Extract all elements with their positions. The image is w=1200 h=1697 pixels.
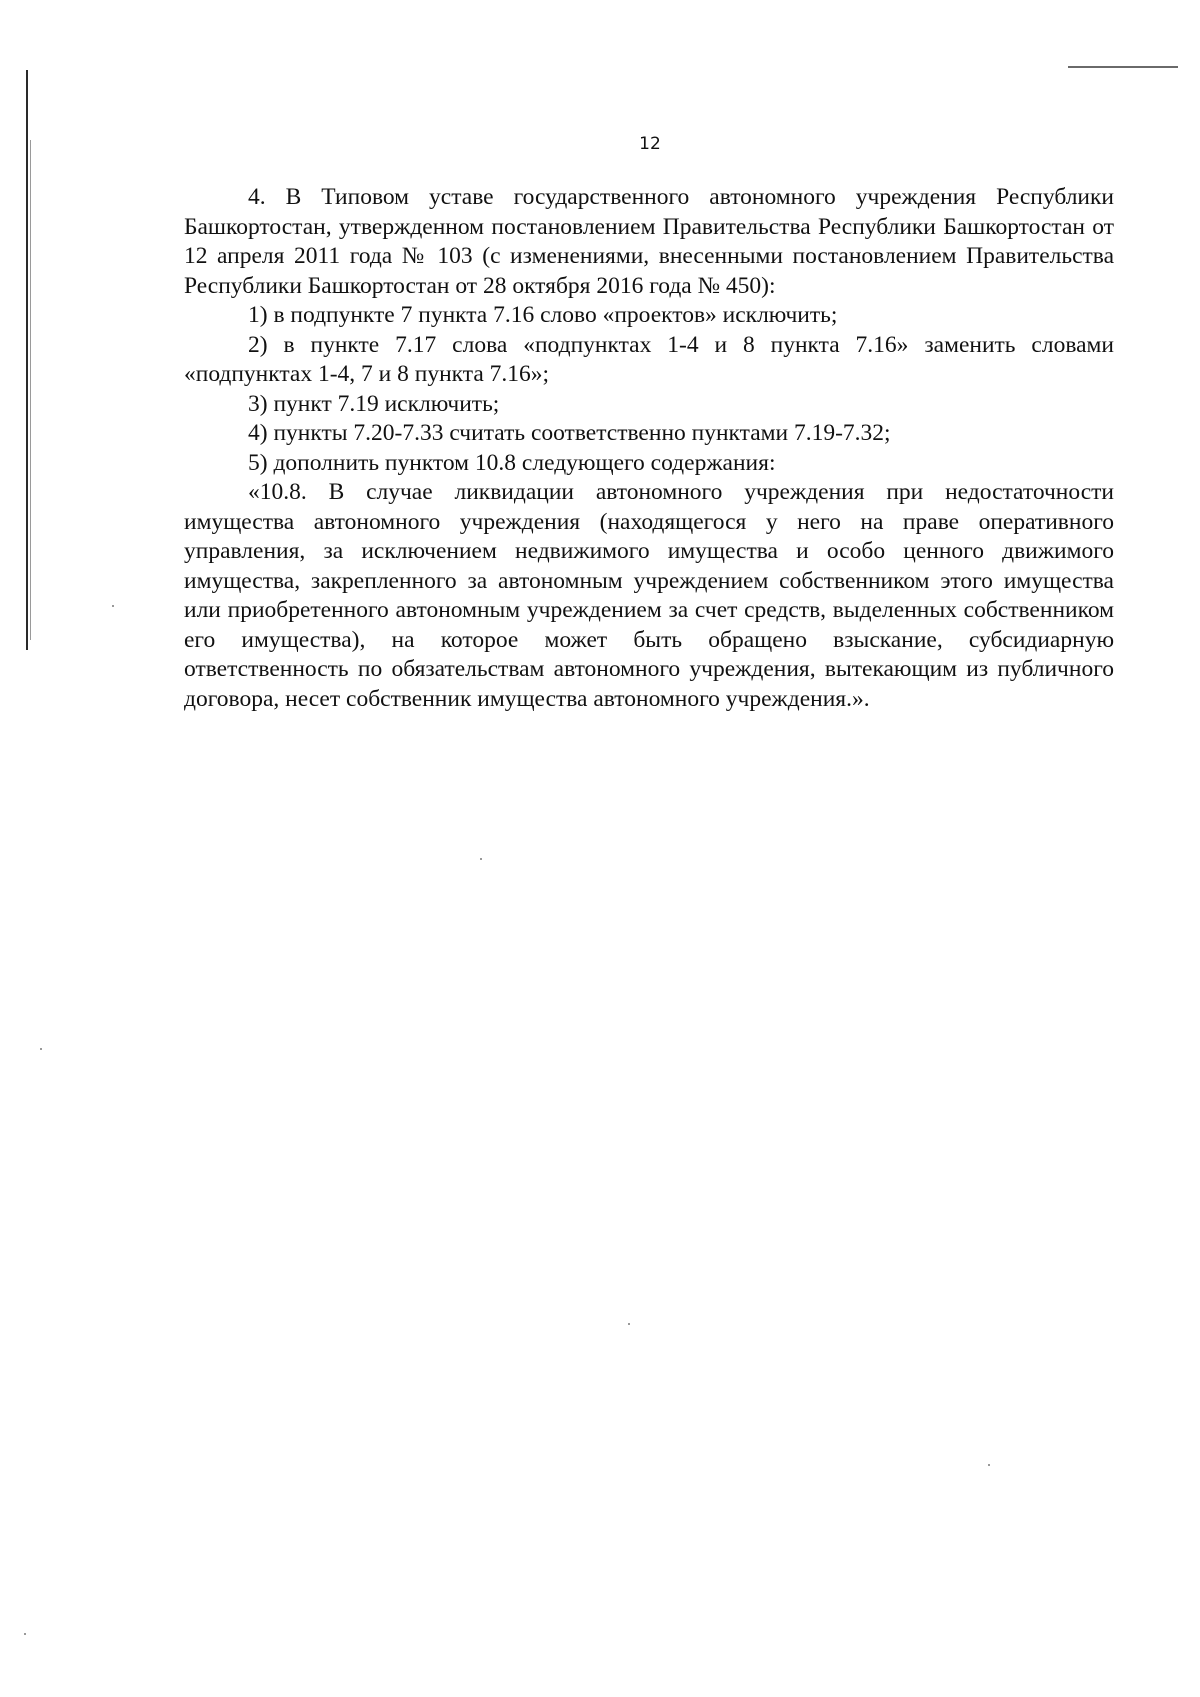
list-item-1: 1) в подпункте 7 пункта 7.16 слово «проектов» исключить;	[248, 302, 838, 328]
list-item-2: 2) в пункте 7.17 слова «подпунктах 1-4 и 8 пункта 7.16» заменить словами «подпунктах 1-4, 7 и 8 пункта 7.16»;	[184, 331, 1114, 387]
scan-edge-mark	[26, 70, 28, 650]
scan-speck	[40, 1048, 42, 1050]
scan-edge-mark-light	[30, 140, 31, 640]
scan-speck	[24, 1633, 26, 1635]
quoted-clause-10-8: «10.8. В случае ликвидации автономного учреждения при недостаточности имущества автономного учреждения (находящегося у него на праве оперативного управления, за исключением недвижимого имущества и особо ценного движимого имущества, закрепленного за автономным учреждением собственником этого имущества или приобретенного автономным учреждением за счет средств, выделенных собственником его имущества), на которое может быть обращено взыскание, субсидиарную ответственность по обязательствам автономного учреждения, вытекающим из публичного договора, несет собственник имущества автономного учреждения.».	[184, 479, 1114, 712]
scan-speck	[628, 1323, 630, 1325]
document-body	[184, 183, 1114, 714]
list-item-5: 5) дополнить пунктом 10.8 следующего содержания:	[248, 449, 776, 476]
list-item-3: 3) пункт 7.19 исключить;	[248, 390, 500, 417]
scan-speck	[480, 858, 482, 860]
list-item-4: 4) пункты 7.20-7.33 считать соответственно пунктами 7.19-7.32;	[248, 420, 891, 446]
scan-speck	[988, 1464, 990, 1466]
paragraph-intro: 4. В Типовом уставе государственного автономного учреждения Республики Башкортостан, утвержденном постановлением Правительства Республики Башкортостан от 12 апреля 2011 года № 103 (с изменениями, внесенными постановлением Правительства Республики Башкортостан от 28 октября 2016 года № 450):	[184, 184, 1114, 299]
scan-rule-mark	[1068, 66, 1178, 68]
scan-speck	[112, 605, 114, 607]
page-number: 12	[639, 134, 661, 154]
